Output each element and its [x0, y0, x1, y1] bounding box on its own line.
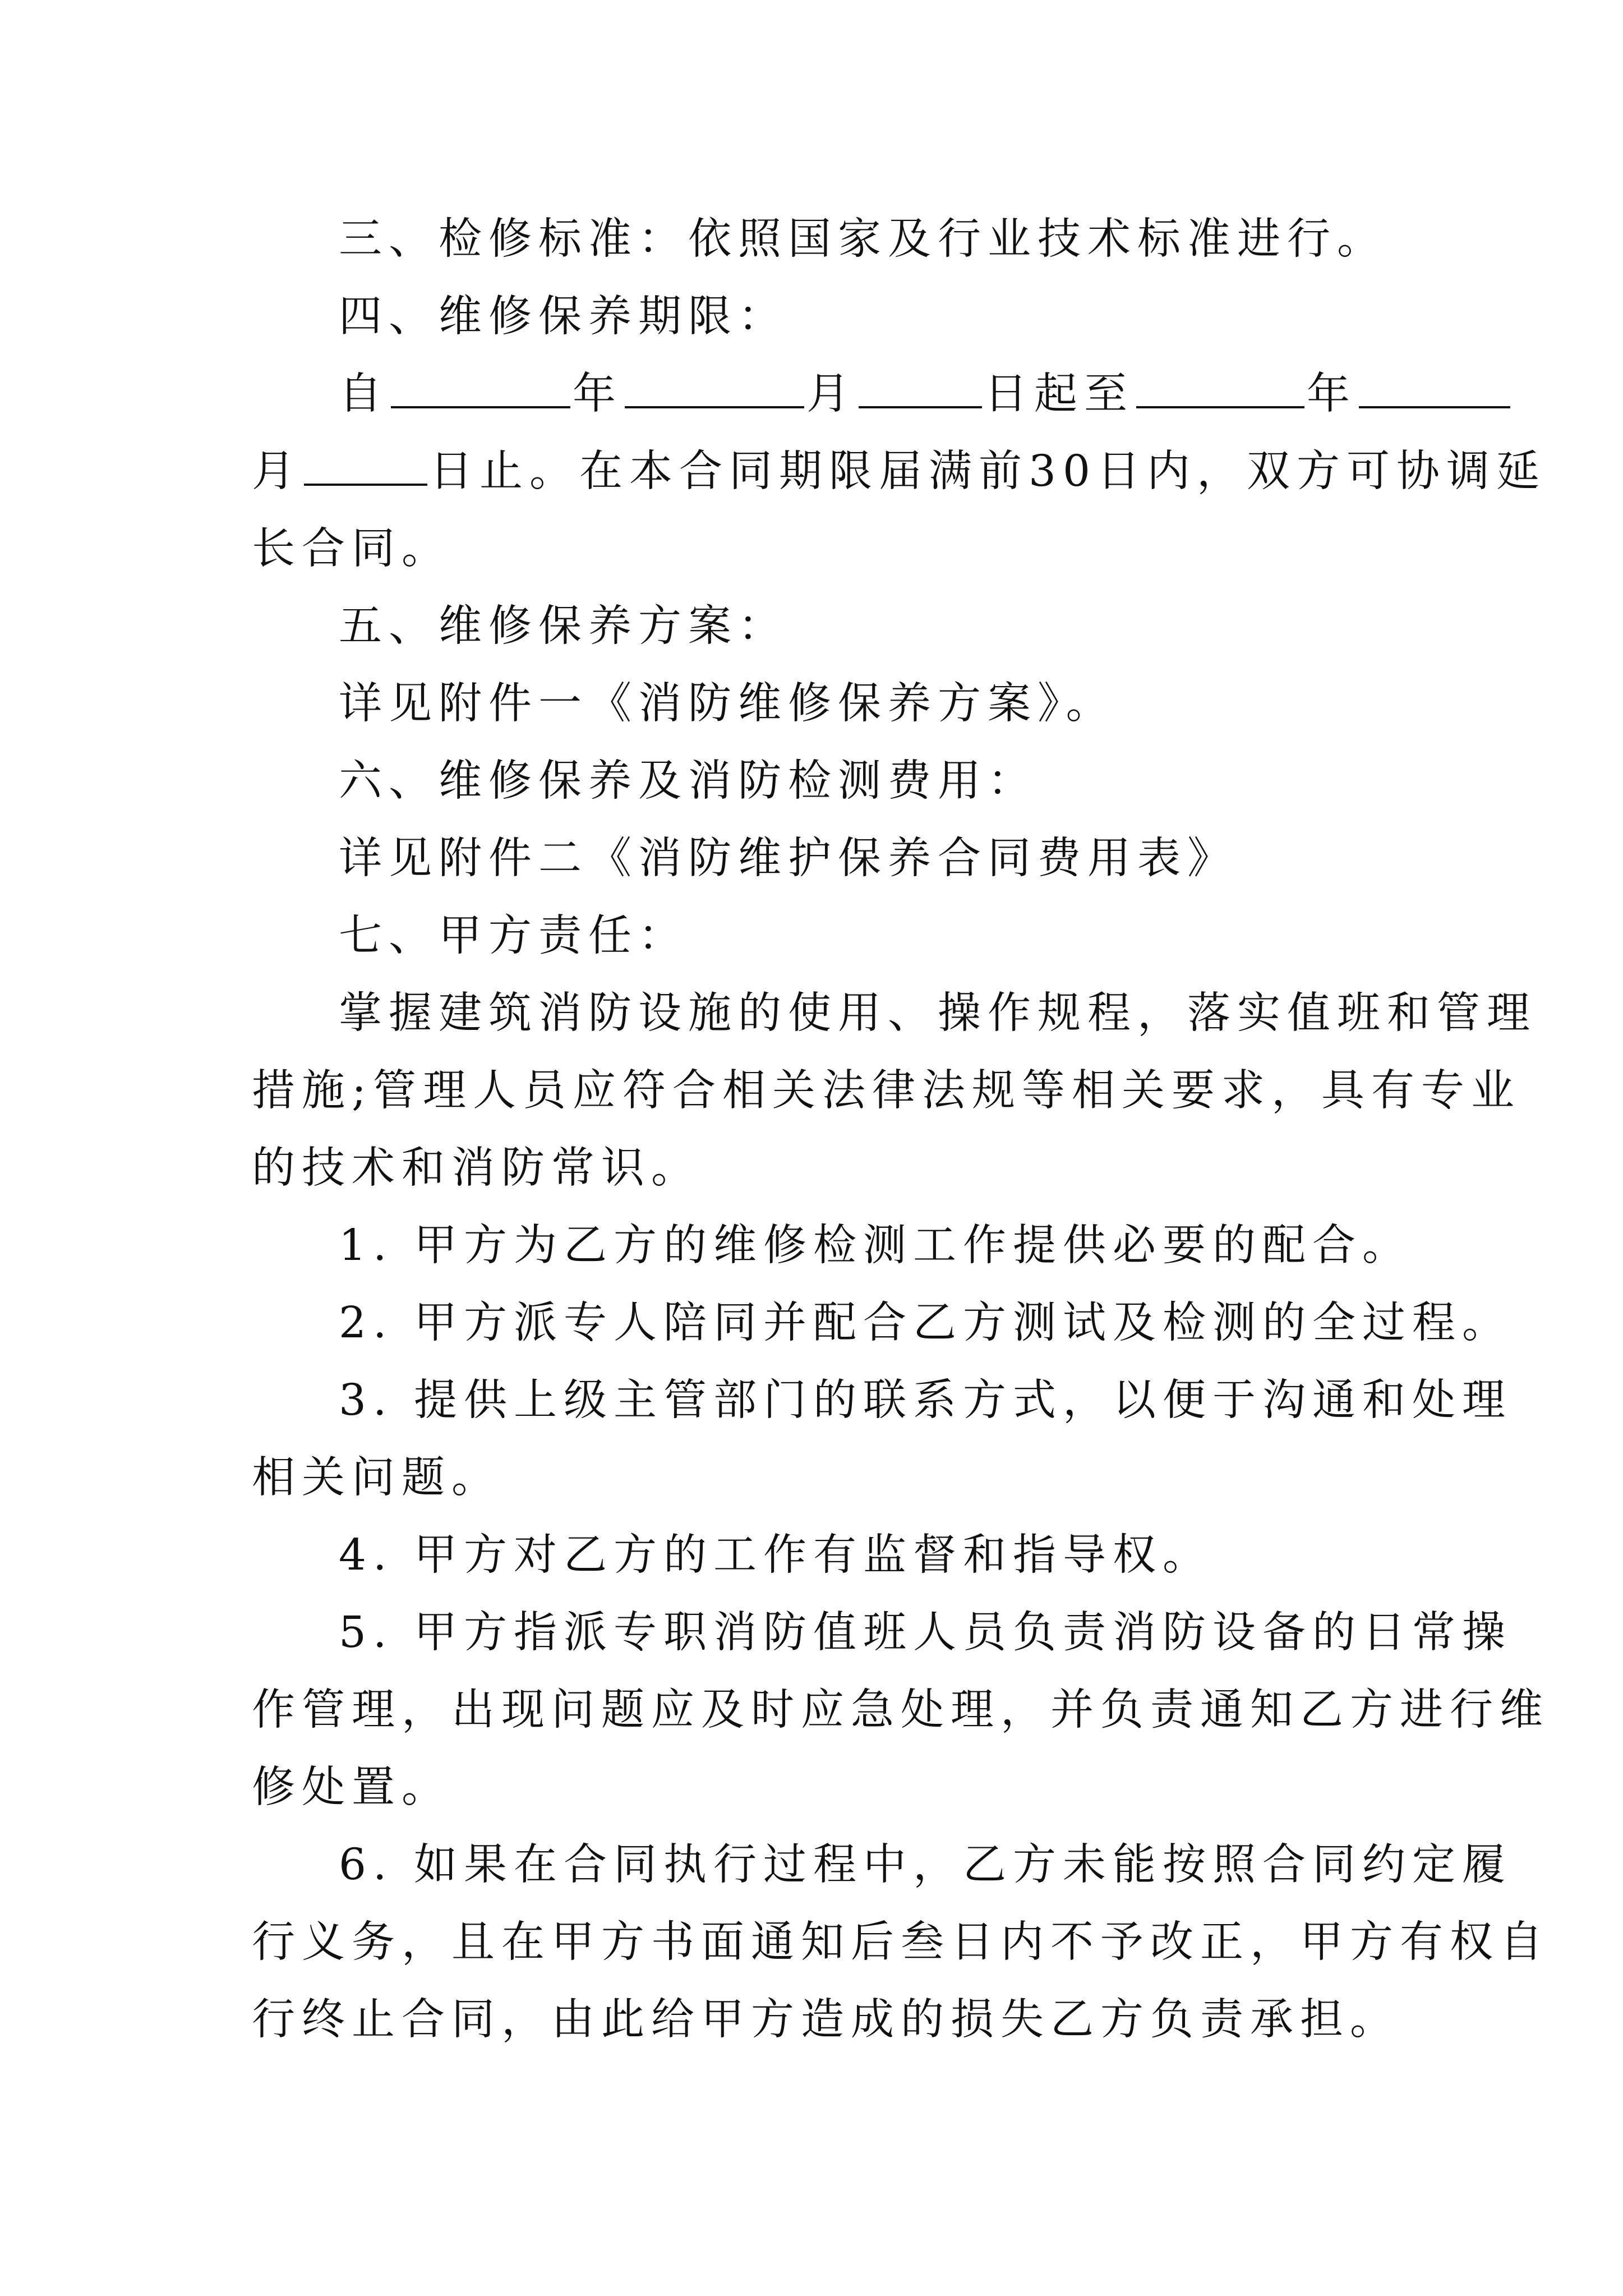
item-3-line-1: 3. 提供上级主管部门的联系方式，以便于沟通和处理	[339, 1375, 1512, 1425]
start-year-blank	[391, 367, 570, 408]
section-3-inspection-standard: 三、检修标准：依照国家及行业技术标准进行。	[339, 214, 1387, 264]
item-5-line-3: 修处置。	[252, 1763, 451, 1812]
document-page	[252, 201, 1550, 2059]
item-5-line-1: 5. 甲方指派专职消防值班人员负责消防设备的日常操	[339, 1608, 1512, 1658]
item-1: 1. 甲方为乙方的维修检测工作提供必要的配合。	[339, 1221, 1412, 1271]
section-6-heading: 六、维修保养及消防检测费用：	[339, 756, 1038, 806]
item-3-line-2: 相关问题。	[252, 1453, 501, 1503]
term-end-year-label: 年	[1307, 369, 1357, 419]
term-dates-line	[252, 356, 1387, 433]
section-7-intro-line-1: 掌握建筑消防设施的使用、操作规程，落实值班和管理	[339, 988, 1537, 1038]
term-end-text: 日止。在本合同期限届满前30日内，双方可协调延	[430, 447, 1546, 496]
item-2: 2. 甲方派专人陪同并配合乙方测试及检测的全过程。	[339, 1298, 1512, 1348]
term-end-month-label: 月	[252, 447, 302, 496]
item-6-line-2: 行义务，且在甲方书面通知后叁日内不予改正，甲方有权自	[252, 1917, 1550, 1967]
end-day-blank	[304, 444, 427, 486]
term-until-label: 日起至	[984, 369, 1134, 419]
section-7-intro-line-3: 的技术和消防常识。	[252, 1143, 701, 1193]
section-7-intro-line-2: 措施;管理人员应符合相关法律法规等相关要求，具有专业	[252, 1066, 1521, 1116]
section-4-heading: 四、维修保养期限：	[339, 292, 788, 342]
start-month-blank	[625, 367, 804, 408]
section-7-heading: 七、甲方责任：	[339, 911, 688, 961]
end-month-blank	[1359, 367, 1510, 408]
section-5-detail: 详见附件一《消防维修保养方案》。	[339, 679, 1116, 729]
end-year-blank	[1136, 367, 1304, 408]
item-6-line-3: 行终止合同，由此给甲方造成的损失乙方负责承担。	[252, 1995, 1400, 2045]
section-6-detail: 详见附件二《消防维护保养合同费用表》	[339, 834, 1237, 884]
item-4: 4. 甲方对乙方的工作有监督和指导权。	[339, 1530, 1212, 1580]
item-5-line-2: 作管理，出现问题应及时应急处理，并负责通知乙方进行维	[252, 1685, 1550, 1735]
term-year-label: 年	[573, 369, 623, 419]
item-6-line-1: 6. 如果在合同执行过程中，乙方未能按照合同约定履	[339, 1840, 1512, 1890]
term-month-label: 月	[806, 369, 856, 419]
section-5-heading: 五、维修保养方案：	[339, 601, 788, 651]
term-dates-line-3: 长合同。	[252, 524, 451, 574]
term-from-label: 自	[339, 369, 389, 419]
start-day-blank	[859, 367, 982, 408]
term-dates-line-2	[252, 433, 1546, 510]
